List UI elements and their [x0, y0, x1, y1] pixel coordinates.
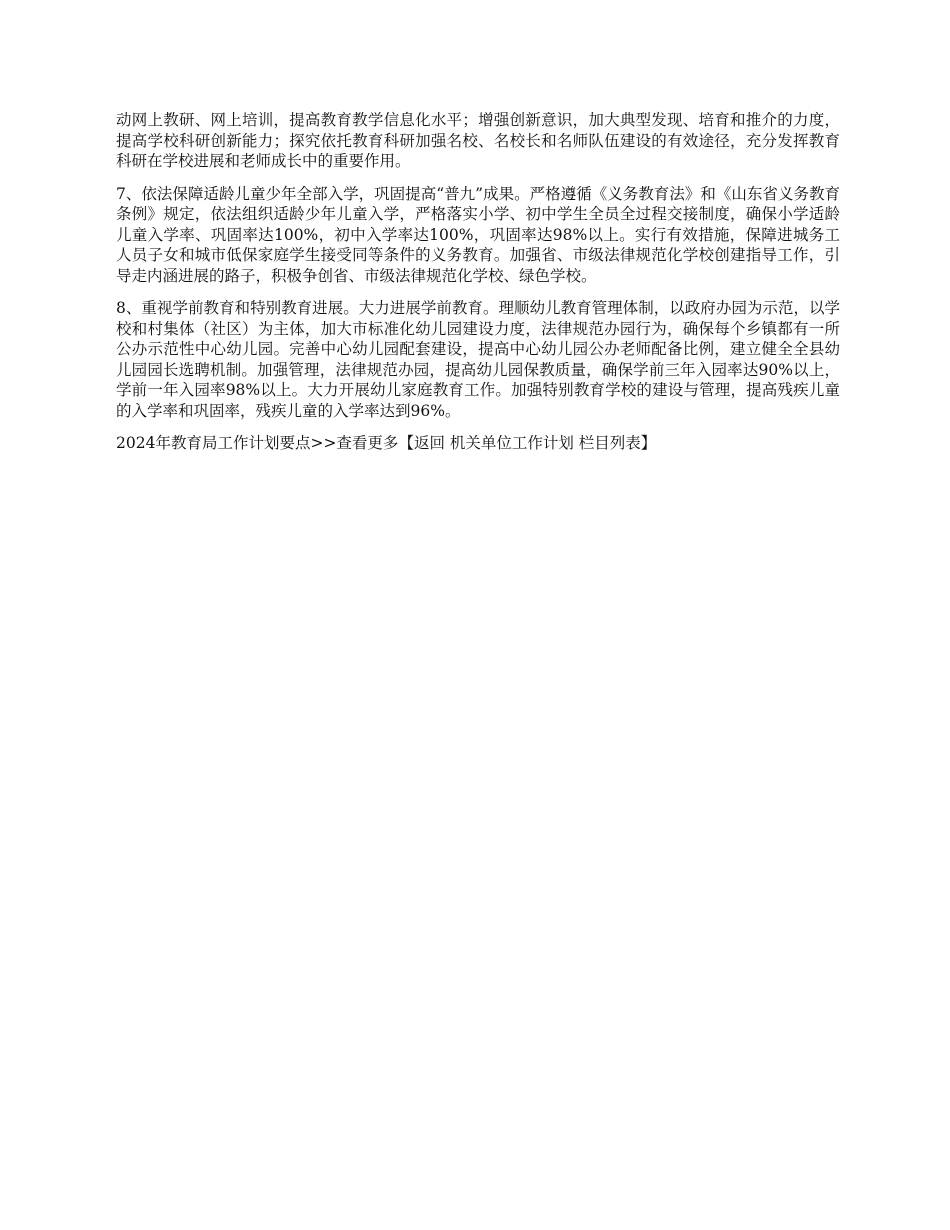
- paragraph-item-8: 8、重视学前教育和特别教育进展。大力进展学前教育。理顺幼儿教育管理体制，以政府办园为示范，以学校和村集体（社区）为主体，加大市标准化幼儿园建设力度，法律规范办园行为，确保每个乡镇都有一所公办示范性中心幼儿园。完善中心幼儿园配套建设，提高中心幼儿园公办老师配备比例，建立健全全县幼儿园园长选聘机制。加强管理，法律规范办园，提高幼儿园保教质量，确保学前三年入园率达90%以上，学前一年入园率98%以上。大力开展幼儿家庭教育工作。加强特别教育学校的建设与管理，提高残疾儿童的入学率和巩固率，残疾儿童的入学率达到96%。: [116, 299, 840, 420]
- footer-nav: [116, 433, 840, 454]
- document-body: [116, 110, 840, 454]
- paragraph-intro: 动网上教研、网上培训，提高教育教学信息化水平；增强创新意识，加大典型发现、培育和推介的力度，提高学校科研创新能力；探究依托教育科研加强名校、名校长和名师队伍建设的有效途径，充分发挥教育科研在学校进展和老师成长中的重要作用。: [116, 111, 840, 170]
- footer-title: 2024年教育局工作计划要点: [116, 434, 311, 452]
- view-more-link[interactable]: >>查看更多: [310, 434, 399, 452]
- back-to-list-link[interactable]: 【返回 机关单位工作计划 栏目列表】: [398, 434, 657, 452]
- paragraph-item-7: 7、依法保障适龄儿童少年全部入学，巩固提高“普九”成果。严格遵循《义务教育法》和《山东省义务教育条例》规定，依法组织适龄少年儿童入学，严格落实小学、初中学生全员全过程交接制度，确保小学适龄儿童入学率、巩固率达100%，初中入学率达100%，巩固率达98%以上。实行有效措施，保障进城务工人员子女和城市低保家庭学生接受同等条件的义务教育。加强省、市级法律规范化学校创建指导工作，引导走内涵进展的路子，积极争创省、市级法律规范化学校、绿色学校。: [116, 184, 840, 285]
